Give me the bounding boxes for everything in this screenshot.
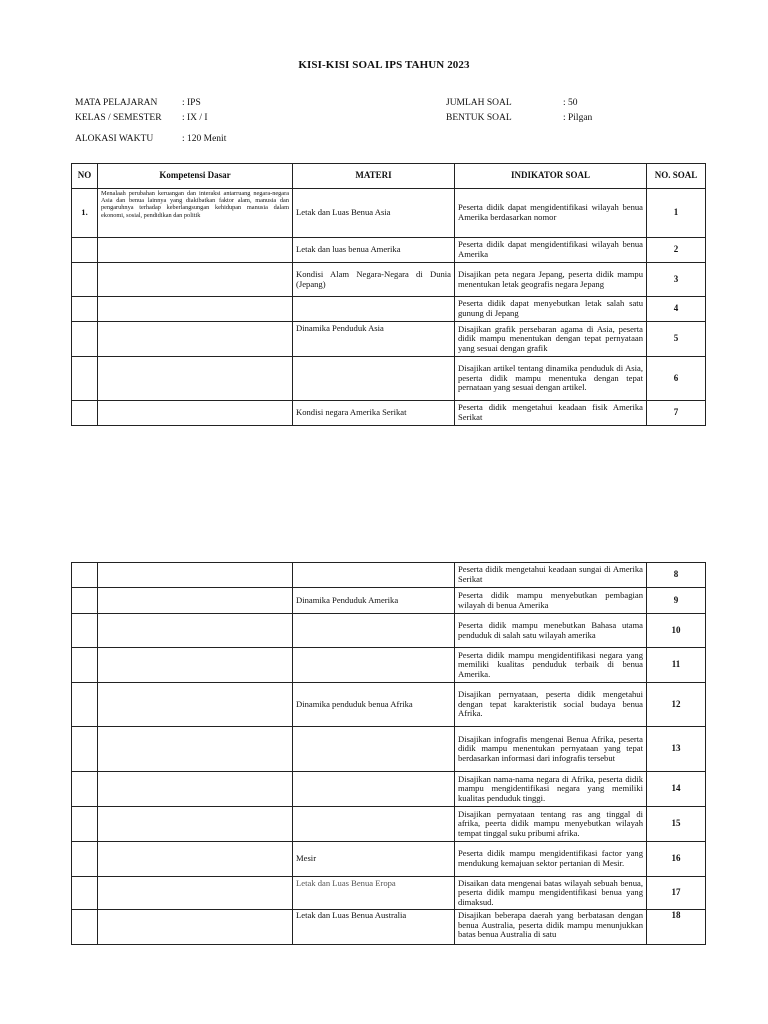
table-row [72,648,706,683]
row-number [72,357,98,401]
row-number [72,297,98,322]
materi-cell [293,297,455,322]
no-soal-cell: 16 [647,842,706,877]
indikator-cell: Disaikan data mengenai batas wilayah sebuah benua, peserta didik mampu mengidentifikasi benua yang dimaksud. [455,877,647,910]
kompetensi-dasar-cell [98,842,293,877]
table-row [72,877,706,910]
kisi-table-2 [71,562,706,945]
row-number [72,563,98,588]
header-kompetensi-dasar: Kompetensi Dasar [98,164,293,189]
header-no-soal: NO. SOAL [647,164,706,189]
no-soal-cell: 7 [647,401,706,426]
kompetensi-dasar-cell [98,297,293,322]
row-number [72,910,98,945]
header-indikator-soal: INDIKATOR SOAL [455,164,647,189]
table-row [72,563,706,588]
table-row [72,727,706,772]
row-number [72,877,98,910]
row-number [72,588,98,614]
row-number: 1. [72,189,98,238]
indikator-cell: Disajikan nama-nama negara di Afrika, peserta didik mampu mengidentifikasi negara yang memiliki kualitas penduduk tinggi. [455,772,647,807]
no-soal-cell: 18 [647,910,706,945]
row-number [72,238,98,263]
materi-cell [293,357,455,401]
kompetensi-dasar-cell [98,614,293,648]
materi-cell: Dinamika Penduduk Amerika [293,588,455,614]
kompetensi-dasar-cell [98,807,293,842]
materi-cell [293,727,455,772]
indikator-cell: Disajikan pernyataan tentang ras ang tinggal di afrika, peerta didik mampu menyebutkan wilayah tempat tinggal suku pribumi afrika. [455,807,647,842]
indikator-cell: Disajikan grafik persebaran agama di Asia, peserta didik mampu menentukan dengan tepat pernyataan yang sesuai dengan grafik [455,322,647,357]
table-row [72,357,706,401]
kompetensi-dasar-cell [98,588,293,614]
indikator-cell: Disajikan beberapa daerah yang berbatasan dengan benua Australia, peserta didik mampu menunjukkan batas benua Australia di satu [455,910,647,945]
table-row [72,238,706,263]
no-soal-cell: 17 [647,877,706,910]
kompetensi-dasar-cell [98,910,293,945]
no-soal-cell: 11 [647,648,706,683]
no-soal-cell: 1 [647,189,706,238]
no-soal-cell: 9 [647,588,706,614]
kompetensi-dasar-cell: Menalaah perubahan keruangan dan interaksi antarruang negara-negara Asia dan benua lainnya yang diakibatkan faktor alam, manusia dan pengaruhnya terhadap keberlangsungan kehidupan manusia dalam ekonomi, sosial, pendidikan dan politik [98,189,293,238]
materi-cell: Letak dan Luas Benua Eropa [293,877,455,910]
kelas-label: KELAS / SEMESTER [75,113,162,123]
row-number [72,648,98,683]
table-row [72,910,706,945]
row-number [72,322,98,357]
table-row [72,772,706,807]
materi-cell: Dinamika penduduk benua Afrika [293,683,455,727]
kompetensi-dasar-cell [98,401,293,426]
jumlah-soal-label: JUMLAH SOAL [446,98,512,108]
no-soal-cell: 3 [647,263,706,297]
kompetensi-dasar-cell [98,772,293,807]
materi-cell [293,563,455,588]
materi-cell: Letak dan Luas Benua Australia [293,910,455,945]
no-soal-cell: 13 [647,727,706,772]
no-soal-cell: 14 [647,772,706,807]
no-soal-cell: 15 [647,807,706,842]
indikator-cell: Peserta didik mampu menyebutkan pembagian wilayah di benua Amerika [455,588,647,614]
mata-pelajaran-value: : IPS [182,98,201,108]
table-row [72,842,706,877]
row-number [72,807,98,842]
indikator-cell: Peserta didik mampu menebutkan Bahasa utama penduduk di salah satu wilayah amerika [455,614,647,648]
no-soal-cell: 2 [647,238,706,263]
table-row [72,189,706,238]
meta-left [75,98,375,148]
materi-cell: Letak dan luas benua Amerika [293,238,455,263]
row-number [72,842,98,877]
alokasi-value: : 120 Menit [182,134,227,144]
table-row [72,614,706,648]
kompetensi-dasar-cell [98,563,293,588]
indikator-cell: Disajikan pernyataan, peserta didik mengetahui dengan tepat karakteristik social budaya benua Afrika. [455,683,647,727]
no-soal-cell: 10 [647,614,706,648]
materi-cell: Letak dan Luas Benua Asia [293,189,455,238]
bentuk-soal-value: : Pilgan [563,113,593,123]
jumlah-soal-value: : 50 [563,98,578,108]
indikator-cell: Peserta didik mengetahui keadaan fisik Amerika Serikat [455,401,647,426]
no-soal-cell: 6 [647,357,706,401]
materi-cell [293,772,455,807]
table-header-row [72,164,706,189]
row-number [72,401,98,426]
kompetensi-dasar-cell [98,322,293,357]
indikator-cell: Peserta didik dapat mengidentifikasi wilayah benua Amerika [455,238,647,263]
no-soal-cell: 8 [647,563,706,588]
indikator-cell: Peserta didik dapat menyebutkan letak salah satu gunung di Jepang [455,297,647,322]
kisi-table-1 [71,163,706,426]
indikator-cell: Peserta didik mampu mengidentifikasi negara yang memiliki kualitas penduduk terbaik di benua Amerika. [455,648,647,683]
table-row [72,807,706,842]
header-no: NO [72,164,98,189]
kompetensi-dasar-cell [98,357,293,401]
indikator-cell: Disajikan artikel tentang dinamika penduduk di Asia, peserta didik mampu menentuka dengan tepat pernataan yang sesuai dengan artikel. [455,357,647,401]
row-number [72,614,98,648]
row-number [72,727,98,772]
indikator-cell: Disajikan infografis mengenai Benua Afrika, peserta didik mampu menentukan pernyataan yang tepat berdasarkan informasi dari infografis tersebut [455,727,647,772]
row-number [72,683,98,727]
kompetensi-dasar-cell [98,727,293,772]
document-title: KISI-KISI SOAL IPS TAHUN 2023 [298,59,470,71]
indikator-cell: Peserta didik mampu mengidentifikasi factor yang mendukung kemajuan sektor pertanian di Mesir. [455,842,647,877]
no-soal-cell: 12 [647,683,706,727]
header-materi: MATERI [293,164,455,189]
kompetensi-dasar-cell [98,877,293,910]
kompetensi-dasar-cell [98,263,293,297]
materi-cell [293,648,455,683]
table-row [72,322,706,357]
kompetensi-dasar-cell [98,683,293,727]
row-number [72,263,98,297]
table-row [72,683,706,727]
meta-right [446,98,696,128]
mata-pelajaran-label: MATA PELAJARAN [75,98,158,108]
table-row [72,263,706,297]
materi-cell: Kondisi negara Amerika Serikat [293,401,455,426]
materi-cell: Dinamika Penduduk Asia [293,322,455,357]
indikator-cell: Peserta didik mengetahui keadaan sungai di Amerika Serikat [455,563,647,588]
indikator-cell: Disajikan peta negara Jepang, peserta didik mampu menentukan letak geografis negara Jepang [455,263,647,297]
materi-cell [293,614,455,648]
materi-cell: Kondisi Alam Negara-Negara di Dunia (Jepang) [293,263,455,297]
no-soal-cell: 4 [647,297,706,322]
no-soal-cell: 5 [647,322,706,357]
table-row [72,297,706,322]
table-row [72,401,706,426]
materi-cell: Mesir [293,842,455,877]
kelas-value: : IX / I [182,113,208,123]
table-row [72,588,706,614]
indikator-cell: Peserta didik dapat mengidentifikasi wilayah benua Amerika berdasarkan nomor [455,189,647,238]
materi-cell [293,807,455,842]
kompetensi-dasar-cell [98,238,293,263]
row-number [72,772,98,807]
alokasi-label: ALOKASI WAKTU [75,134,154,144]
kompetensi-dasar-cell [98,648,293,683]
bentuk-soal-label: BENTUK SOAL [446,113,512,123]
